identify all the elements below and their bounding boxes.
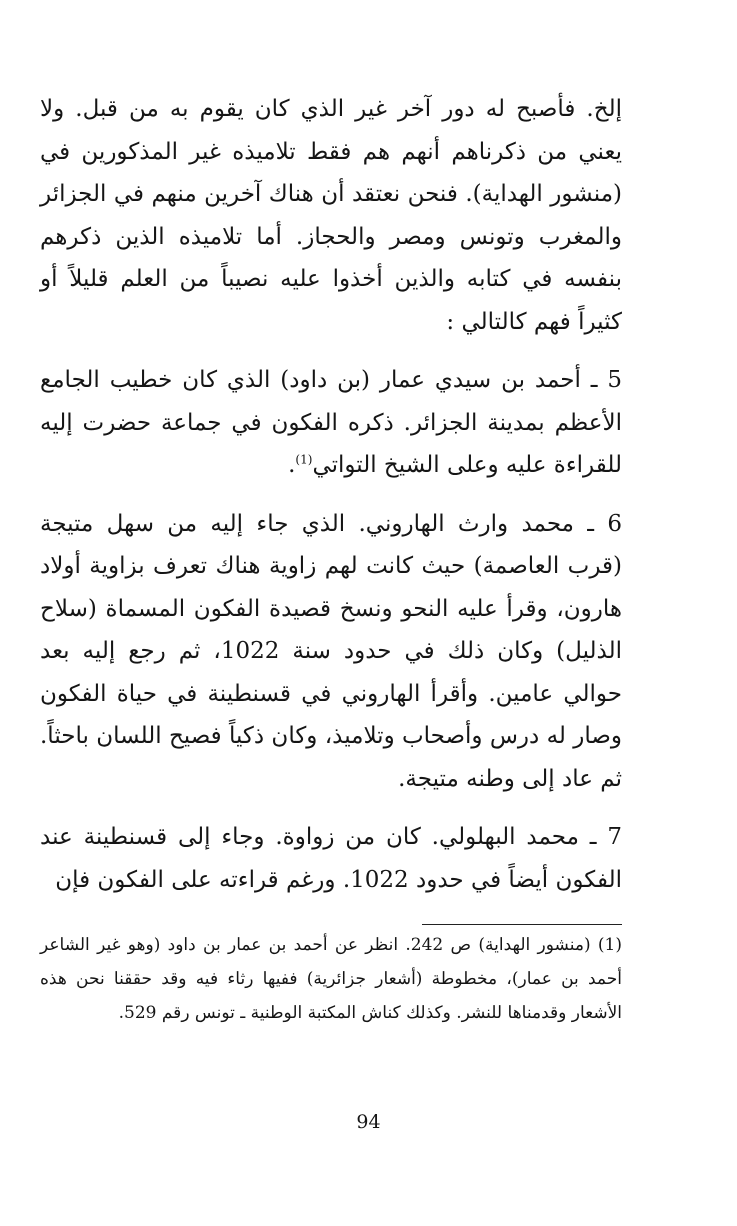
footnote-1: (1) (منشور الهداية) ص 242. انظر عن أحمد بن عمار بن داود (وهو غير الشاعر أحمد بن عمار)، مخطوطة (أشعار جزائرية) ففيها رثاء فيه وقد حققنا نحن هذه الأشعار وقدمناها للنشر. وكذلك كناش المكتبة الوطنية ـ تونس رقم 529. <box>40 935 622 1023</box>
paragraph-item-5 <box>40 359 622 487</box>
footnotes <box>40 928 622 1030</box>
paragraph-item-7: 7 ـ محمد البهلولي. كان من زواوة. وجاء إلى قسنطينة عند الفكون أيضاً في حدود 1022. ورغم قراءته على الفكون فإن <box>40 824 622 893</box>
footnote-reference: (1) <box>295 452 313 467</box>
paragraph-item-6: 6 ـ محمد وارث الهاروني. الذي جاء إليه من سهل متيجة (قرب العاصمة) حيث كانت لهم زاوية هناك تعرف بزاوية أولاد هارون، وقرأ عليه النحو ونسخ قصيدة الفكون المسماة (سلاح الذليل) وكان ذلك في حدود سنة 1022، ثم رجع إليه بعد حوالي عامين. وأقرأ الهاروني في قسنطينة في حياة الفكون وصار له درس وأصحاب وتلاميذ، وكان ذكياً فصيح اللسان باحثاً. ثم عاد إلى وطنه متيجة. <box>40 510 622 792</box>
paragraph-item-5-text: 5 ـ أحمد بن سيدي عمار (بن داود) الذي كان خطيب الجامع الأعظم بمدينة الجزائر. ذكره الفكون في جماعة حضرت إليه للقراءة عليه وعلى الشيخ التواتي <box>40 367 622 478</box>
paragraph-intro: إلخ. فأصبح له دور آخر غير الذي كان يقوم به من قبل. ولا يعني من ذكرناهم أنهم هم فقط تلاميذه غير المذكورين في (منشور الهداية). فنحن نعتقد أن هناك آخرين منهم في الجزائر والمغرب وتونس ومصر والحجاز. أما تلاميذه الذين ذكرهم بنفسه في كتابه والذين أخذوا عليه نصيباً من العلم قليلاً أو كثيراً فهم كالتالي : <box>40 96 622 335</box>
footnote-divider <box>422 924 622 925</box>
page-body <box>40 88 622 901</box>
paragraph-item-5-tail: . <box>288 452 296 478</box>
page-number: 94 <box>356 1111 381 1133</box>
